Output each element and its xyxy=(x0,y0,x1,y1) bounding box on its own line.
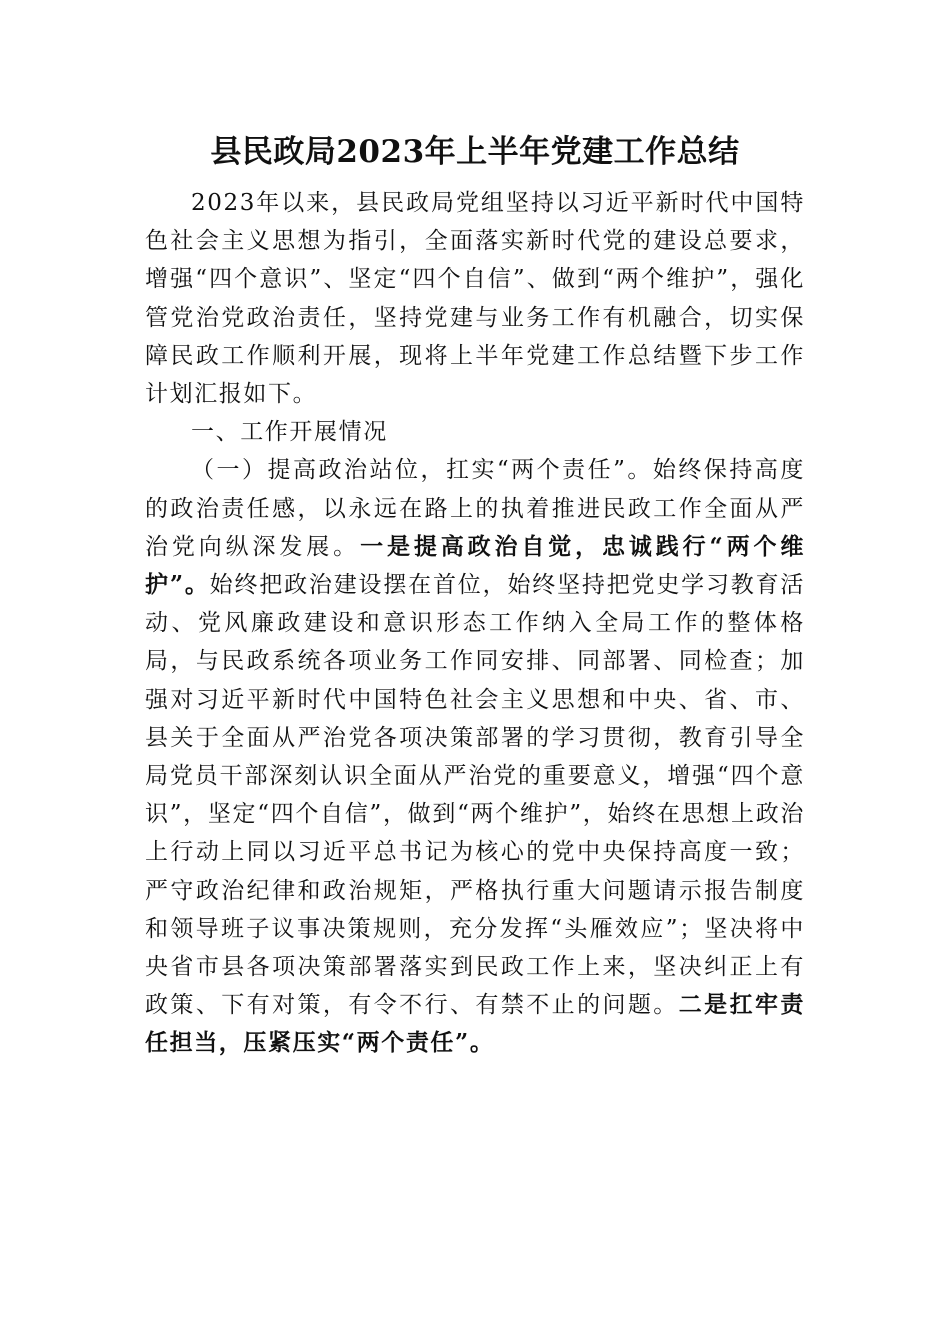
subsection-paragraph xyxy=(145,451,805,1062)
intro-paragraph: 2023年以来，县民政局党组坚持以习近平新时代中国特色社会主义思想为指引，全面落实新时代党的建设总要求，增强“四个意识”、坚定“四个自信”、做到“两个维护”，强化管党治党政治责任，坚持党建与业务工作有机融合，切实保障民政工作顺利开展，现将上半年党建工作总结暨下步工作计划汇报如下。 xyxy=(145,190,805,408)
point-1-body: 始终把政治建设摆在首位，始终坚持把党史学习教育活动、党风廉政建设和意识形态工作纳入全局工作的整体格局，与民政系统各项业务工作同安排、同部署、同检查；加强对习近平新时代中国特色社会主义思想和中央、省、市、县关于全面从严治党各项决策部署的学习贯彻，教育引导全局党员干部深刻认识全面从严治党的重要意义，增强“四个意识”，坚定“四个自信”，做到“两个维护”，始终在思想上政治上行动上同以习近平总书记为核心的党中央保持高度一致；严守政治纪律和政治规矩，严格执行重大问题请示报告制度和领导班子议事决策规则，充分发挥“头雁效应”；坚决将中央省市县各项决策部署落实到民政工作上来，坚决纠正上有政策、下有对策，有令不行、有禁不止的问题。 xyxy=(145,572,805,1019)
section-heading: 一、工作开展情况 xyxy=(191,419,388,446)
subsection-lead: （一）提高政治站位，扛实“两个责任”。始终保持高度的政治责任感，以永远在路上的执着推进民政工作全面从严治党向纵深发展。 xyxy=(145,457,805,560)
point-1-title: 一是提高政治自觉，忠诚践行“两个维护”。 xyxy=(145,532,805,599)
document-title: 县民政局2023年上半年党建工作总结 xyxy=(210,134,740,170)
point-2-title: 二是扛牢责任担当，压紧压实“两个责任”。 xyxy=(145,991,805,1057)
document-body xyxy=(145,126,805,1063)
